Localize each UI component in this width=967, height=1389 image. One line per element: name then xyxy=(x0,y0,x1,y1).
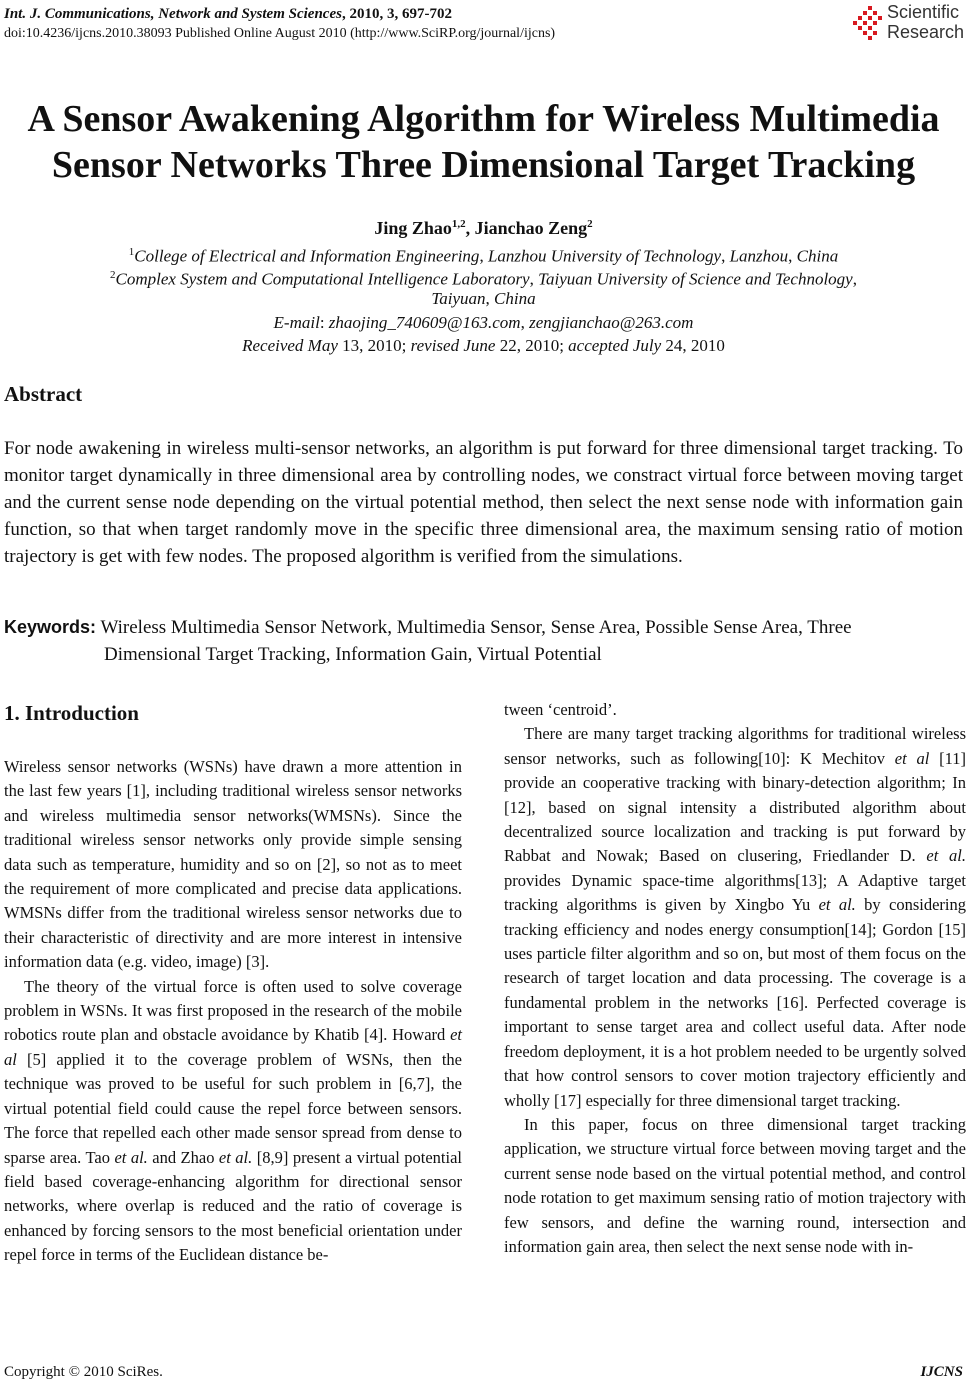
logo-square xyxy=(868,16,872,20)
journal-header xyxy=(4,4,555,44)
paragraph: Wireless sensor networks (WSNs) have drawn a more attention in the last few years [1], including traditional wireless sensor networks and wireless multimedia sensor networks(WMSNs). Since the traditional wireless sensor networks only provide simple sensing data such as temperature, humidity and so on [2], so not as to meet the requirement of more complicated and precise data applications. WMSNs differ from the traditional wireless sensor networks due to their characteristic of directivity and are more interest in intensive information data (e.g. video, image) [3]. xyxy=(4,757,462,972)
affiliation-1-univ: Lanzhou University of Technology xyxy=(487,246,722,266)
logo-square xyxy=(868,6,872,10)
affiliation-2-city: Taiyuan xyxy=(431,289,486,308)
text-run: There are many target tracking algorithms for traditional wireless sensor networks, such as following[10]: K Mechitov xyxy=(504,724,966,768)
revised-date: 22, 2010; xyxy=(495,336,569,355)
affiliation-1-city: Lanzhou xyxy=(729,246,789,266)
affiliation-2-univ: Taiyuan University of Science and Technology xyxy=(538,269,853,289)
et-al: et al. xyxy=(926,846,966,866)
keywords-line-1: Wireless Multimedia Sensor Network, Multimedia Sensor, Sense Area, Possible Sense Area, Three xyxy=(100,617,852,638)
text-run: [8,9] present a virtual potential field based coverage-enhancing algorithm for directional sensor networks, where overlap is reduced and the ratio of coverage is enhanced by forcing sensors to the most beneficial orientation under repel force in terms of the Euclidean distance be- xyxy=(4,1147,462,1265)
paragraph: In this paper, focus on three dimensional target tracking application, we structure virtual force between moving target and the current sense node based on the virtual potential method, and control node rotation to get maximum sensing ratio of motion trajectory with few sensors, and define the warning round, intersection and information gain area, then select the next sense node with in- xyxy=(504,1114,966,1256)
text-run: [5] applied it to the coverage problem of WSNs, then the technique was proved to be useful for such problem in [6,7], the virtual potential field could cause the repel force between sensors. The force that repelled each other made sensor spread from dense to sparse area. Tao xyxy=(4,1049,462,1167)
text-run: and Zhao xyxy=(147,1147,219,1167)
affiliation-2-lab: Complex System and Computational Intelligence Laboratory xyxy=(115,269,530,289)
email-line: E-mail: zhaojing_740609@163.com, zengjianchao@263.com xyxy=(273,313,694,332)
paragraph: tween ‘centroid’. xyxy=(504,700,617,719)
logo-square xyxy=(878,16,882,20)
affiliation-2: $^2$Complex System and Computational Intelligence Laboratory, Taiyuan University of Science and Technology, xyxy=(110,269,857,289)
et-al: et al. xyxy=(818,895,856,915)
journal-abbr: IJCNS xyxy=(920,1364,963,1380)
logo-line-2: Research xyxy=(887,22,965,42)
et-al: et al xyxy=(894,748,930,768)
affiliation-2-country: China xyxy=(494,289,536,308)
dates-line xyxy=(0,335,967,357)
right-column xyxy=(504,698,966,1259)
keywords-line-2: Dimensional Target Tracking, Information Gain, Virtual Potential xyxy=(104,644,602,665)
keywords-label: Keywords: xyxy=(4,617,97,637)
author-2: Jianchao Zeng xyxy=(474,218,588,238)
affiliation-2-location: Taiyuan, China xyxy=(431,289,536,308)
abstract-heading: Abstract xyxy=(4,382,83,406)
copyright: Copyright © 2010 SciRes. xyxy=(4,1364,163,1380)
logo-square xyxy=(873,11,877,15)
paper-title xyxy=(0,96,967,188)
logo-square xyxy=(863,11,867,15)
affiliation-1-marker: 1 xyxy=(128,246,135,258)
email-1: zhaojing_740609@163.com xyxy=(328,313,521,332)
received-label: Received May xyxy=(242,336,338,355)
author-2-affiliation: 2 xyxy=(587,218,593,230)
et-al: et al. xyxy=(218,1147,253,1167)
text-run: [11] provide an cooperative tracking with binary-detection algorithm; In [12], based on signal intensity a distributed algorithm about decentralized source localization and tracking is put forward by Rabbat and Nowak; Based on clusering, Friedlander D. xyxy=(504,748,966,866)
paragraph xyxy=(4,975,462,1268)
logo-square xyxy=(873,21,877,25)
et-al: et al. xyxy=(114,1147,148,1167)
paragraph xyxy=(504,722,966,1113)
logo-text xyxy=(887,2,964,42)
left-column xyxy=(4,755,462,1268)
logo-line-1: Scientific xyxy=(887,2,960,22)
accepted-label: accepted July xyxy=(568,336,662,355)
text-run: provides Dynamic space-time algorithms[13]; A Adaptive target tracking algorithms is given by Xingbo Yu xyxy=(504,870,966,915)
affiliation-1-dept: College of Electrical and Information Engineering xyxy=(134,246,480,266)
abstract-text: For node awakening in wireless multi-sensor networks, an algorithm is put forward for three dimensional target tracking. To monitor target dynamically in three dimensional area by controlling nodes, we constract virtual force between moving target and the current sense node depending on the virtual potential method, then select the next sense node with information gain function, so that when target randomly move in the specific three dimensional area, the maximum sensing ratio of motion trajectory is get with few nodes. The proposed algorithm is verified from the simulations. xyxy=(4,438,963,567)
author-1-affiliation: 1,2 xyxy=(451,218,466,230)
author-separator: , xyxy=(465,218,475,238)
section-heading: 1. Introduction xyxy=(4,701,139,725)
logo-square xyxy=(873,31,877,35)
received-date: 13, 2010; xyxy=(337,336,411,355)
affiliation-1: $^1$College of Electrical and Information Engineering, Lanzhou University of Technology, Lanzhou, China xyxy=(128,246,839,266)
logo-square xyxy=(853,21,857,25)
journal-name: Int. J. Communications, Network and System Sciences xyxy=(4,6,342,22)
title-line-1: A Sensor Awakening Algorithm for Wireless Multimedia xyxy=(27,98,940,140)
text-run: by considering tracking efficiency and nodes energy consumption[14]; Gordon [15] uses particle filter algorithm and so on, but most of them focus on the research of target location and data processing. The coverage is a fundamental problem in the networks [16]. Perfected coverage is important to sense target area and collect useful data. After node freedom deployment, it is a hot problem needed to be urgently solved that how control sensors to cover motion trajectory efficiently and wholly [17] especially for three dimensional target tracking. xyxy=(504,895,966,1110)
logo-square xyxy=(863,21,867,25)
affiliation-2-marker: 2 xyxy=(110,269,116,281)
author-1: Jing Zhao xyxy=(374,218,452,238)
publisher-logo xyxy=(849,2,967,44)
scientific-research-logo-icon xyxy=(849,4,889,42)
logo-square xyxy=(868,26,872,30)
logo-square xyxy=(858,16,862,20)
et-al: et al xyxy=(4,1025,462,1069)
journal-issue: , 2010, 3, 697-702 xyxy=(341,6,452,22)
keywords xyxy=(4,614,963,668)
logo-square xyxy=(868,36,872,40)
text-run: The theory of the virtual force is often used to solve coverage problem in WSNs. It was first proposed in the research of the mobile robotics route plan and obstacle avoidance by Khatib [4]. Howard xyxy=(4,976,462,1045)
revised-label: revised June xyxy=(410,336,496,355)
email-2: zengjianchao@263.com xyxy=(529,313,694,332)
title-line-2: Sensor Networks Three Dimensional Target Tracking xyxy=(51,144,916,186)
accepted-date: 24, 2010 xyxy=(661,336,725,355)
email-label: E-mail xyxy=(273,313,320,332)
logo-square xyxy=(858,26,862,30)
affiliation-1-country: China xyxy=(796,246,839,266)
logo-square xyxy=(863,31,867,35)
page-footer xyxy=(4,1364,963,1381)
doi-line: doi:10.4236/ijcns.2010.38093 Published Online August 2010 (http://www.SciRP.org/journal/ijcns) xyxy=(4,26,556,41)
author-list xyxy=(0,218,967,239)
